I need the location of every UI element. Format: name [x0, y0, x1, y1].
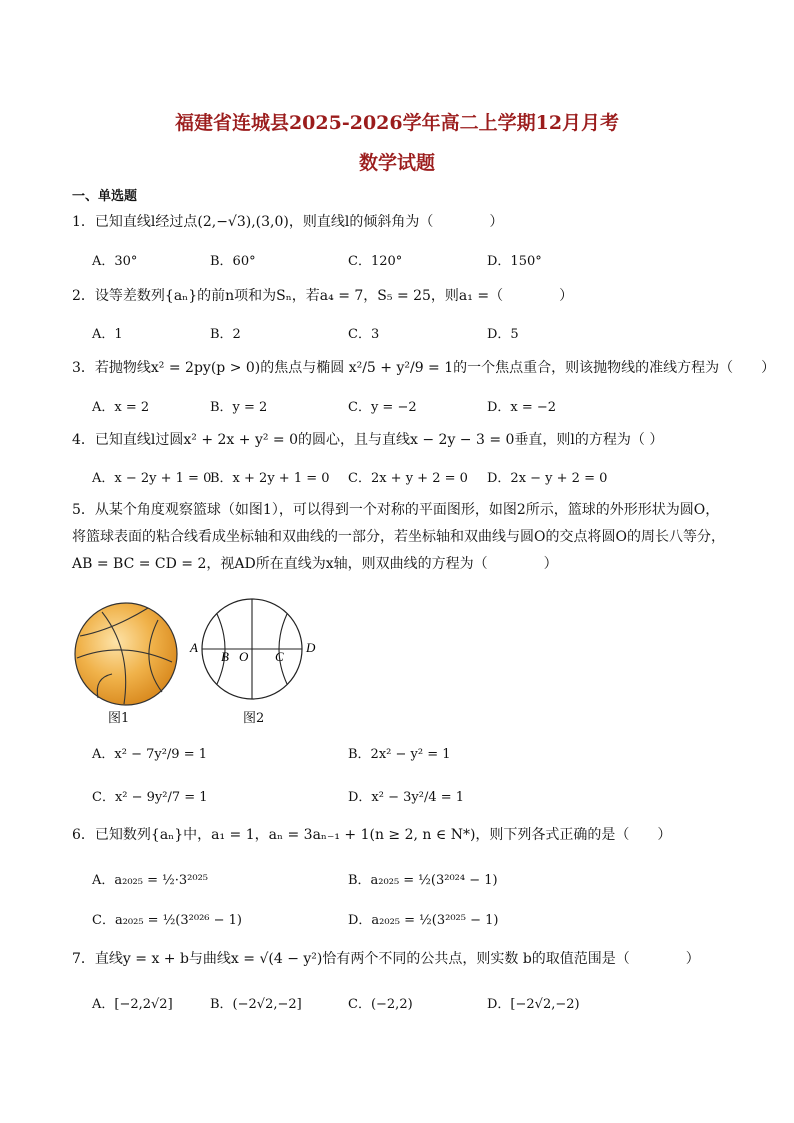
q1-option-c: C．120°: [348, 254, 403, 269]
q4-option-a: A．x − 2y + 1 = 0: [92, 471, 212, 486]
q2-option-a: A．1: [92, 327, 123, 342]
question-7-stem: 7．直线y = x + b与曲线x = √(4 − y²)恰有两个不同的公共点，则实数 b的取值范围是（ ）: [72, 951, 700, 967]
question-3-stem: 3．若抛物线x² = 2py(p > 0)的焦点与椭圆 x²/5 + y²/9 = 1的一个焦点重合，则该抛物线的准线方程为（ ）: [72, 360, 776, 376]
q4-option-d: D．2x − y + 2 = 0: [487, 471, 608, 486]
q3-option-c: C．y = −2: [348, 400, 417, 415]
label-o: O: [239, 649, 249, 664]
q5-option-d: D．x² − 3y²/4 = 1: [348, 790, 465, 805]
q2-option-d: D．5: [487, 327, 519, 342]
exam-title: 福建省连城县2025-2026学年高二上学期12月月考: [174, 112, 620, 134]
exam-subtitle: 数学试题: [358, 152, 435, 174]
question-4-stem: 4．已知直线l过圆x² + 2x + y² = 0的圆心，且与直线x − 2y − 3 = 0垂直，则l的方程为（ ）: [72, 432, 664, 448]
figure-2-caption: 图2: [243, 711, 265, 726]
q6-option-a: A．a₂₀₂₅ = ½·3²⁰²⁵: [92, 873, 208, 888]
question-2-stem: 2．设等差数列{aₙ}的前n项和为Sₙ，若a₄ = 7，S₅ = 25，则a₁ =（ ）: [72, 288, 574, 304]
label-d: D: [306, 640, 316, 655]
label-a: A: [190, 640, 198, 655]
q1-option-a: A．30°: [92, 254, 138, 269]
q6-option-d: D．a₂₀₂₅ = ½(3²⁰²⁵ − 1): [348, 913, 499, 928]
question-5-stem: 5．从某个角度观察篮球（如图1），可以得到一个对称的平面图形，如图2所示，篮球的外形形状为圆O，将篮球表面的粘合线看成坐标轴和双曲线的一部分，若坐标轴和双曲线与圆O的交点将圆O的周长八等分，AB = BC = CD = 2，视AD所在直线为x轴，则双曲线的方程为（ ）: [72, 502, 725, 572]
question-1-stem: 1．已知直线l经过点(2,−√3),(3,0)，则直线l的倾斜角为（ ）: [72, 214, 504, 230]
q4-option-b: B．x + 2y + 1 = 0: [210, 471, 330, 486]
q4-option-c: C．2x + y + 2 = 0: [348, 471, 468, 486]
q7-option-b: B．(−2√2,−2]: [210, 997, 302, 1012]
q7-option-c: C．(−2,2): [348, 997, 413, 1012]
q1-option-d: D．150°: [487, 254, 542, 269]
q5-option-c: C．x² − 9y²/7 = 1: [92, 790, 208, 805]
q2-option-c: C．3: [348, 327, 380, 342]
q3-option-b: B．y = 2: [210, 400, 268, 415]
label-b: B: [221, 649, 229, 664]
q7-option-a: A．[−2,2√2]: [92, 997, 173, 1012]
q1-option-b: B．60°: [210, 254, 256, 269]
q6-option-b: B．a₂₀₂₅ = ½(3²⁰²⁴ − 1): [348, 873, 498, 888]
figure-1-caption: 图1: [108, 711, 130, 726]
q5-option-b: B．2x² − y² = 1: [348, 747, 451, 762]
label-c: C: [275, 649, 284, 664]
q3-option-a: A．x = 2: [92, 400, 150, 415]
question-6-stem: 6．已知数列{aₙ}中，a₁ = 1，aₙ = 3aₙ₋₁ + 1(n ≥ 2, n ∈ N*)，则下列各式正确的是（ ）: [72, 827, 672, 843]
q6-option-c: C．a₂₀₂₅ = ½(3²⁰²⁶ − 1): [92, 913, 242, 928]
section-heading: 一、单选题: [72, 189, 138, 204]
q2-option-b: B．2: [210, 327, 241, 342]
q5-option-a: A．x² − 7y²/9 = 1: [92, 747, 207, 762]
q3-option-d: D．x = −2: [487, 400, 557, 415]
figure-2-diagram: [186, 594, 322, 704]
basketball-figure: [72, 600, 180, 708]
q7-option-d: D．[−2√2,−2): [487, 997, 580, 1012]
